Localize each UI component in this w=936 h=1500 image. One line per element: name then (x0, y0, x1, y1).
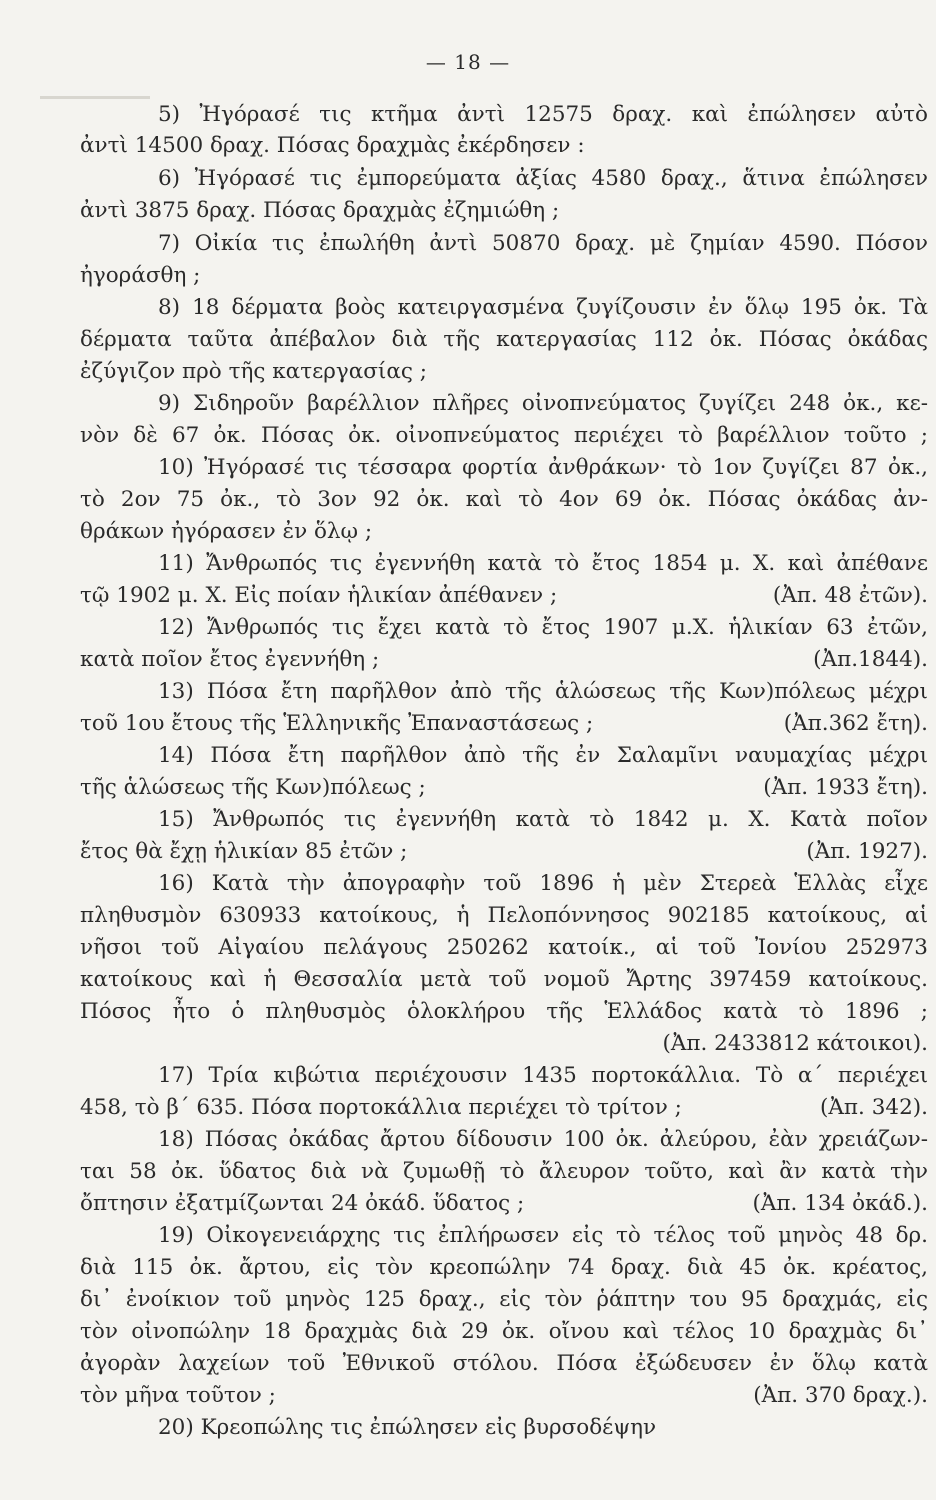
problem-15-line-1: 15) Ἄνθρωπός τις ἐγεννήθη κατὰ τὸ 1842 μ. Χ. Κατὰ ποῖον (158, 807, 928, 832)
problem-7-line-2: ἠγοράσθη ; (80, 263, 201, 288)
problem-13-answer: (Ἀπ.362 ἔτη). (783, 711, 928, 736)
page-number: — 18 — (425, 50, 511, 74)
problem-14-answer: (Ἀπ. 1933 ἔτη). (763, 775, 928, 800)
problem-16-line-3: νῆσοι τοῦ Αἰγαίου πελάγους 250262 κατοίκ., αἱ τοῦ Ἰονίου 252973 (80, 935, 928, 960)
problem-20-line-1: 20) Κρεοπώλης τις ἐπώλησεν εἰς βυρσοδέψην (158, 1415, 657, 1440)
problem-16-line-1: 16) Κατὰ τὴν ἀπογραφὴν τοῦ 1896 ἡ μὲν Στερεὰ Ἑλλὰς εἶχε (158, 871, 928, 896)
problem-19-text: τὸν μῆνα τοῦτον ; (80, 1383, 276, 1408)
paper-mark (40, 96, 150, 99)
problem-19-answer: (Ἀπ. 370 δραχ.). (753, 1383, 928, 1408)
problem-10-line-3: θράκων ἠγόρασεν ἐν ὅλῳ ; (80, 519, 373, 544)
problem-12-answer: (Ἀπ.1844). (813, 647, 928, 672)
problem-13-line-2 (80, 709, 928, 739)
problem-8-line-2: δέρματα ταῦτα ἀπέβαλον διὰ τῆς κατεργασίας 112 ὀκ. Πόσας ὀκάδας (80, 327, 928, 352)
problem-11-line-2 (80, 581, 928, 611)
problem-16-line-4: κατοίκους καὶ ἡ Θεσσαλία μετὰ τοῦ νομοῦ Ἄρτης 397459 κατοίκους. (80, 967, 928, 992)
problem-18-line-3 (80, 1189, 928, 1219)
problem-10-line-2: τὸ 2ον 75 ὀκ., τὸ 3ον 92 ὀκ. καὶ τὸ 4ον 69 ὀκ. Πόσας ὀκάδας ἀν- (80, 487, 928, 512)
problem-6-line-1: 6) Ἠγόρασέ τις ἐμπορεύματα ἀξίας 4580 δραχ., ἅτινα ἐπώλησεν (158, 166, 928, 191)
problem-10-line-1: 10) Ἠγόρασέ τις τέσσαρα φορτία ἀνθράκων· τὸ 1ον ζυγίζει 87 ὀκ., (158, 455, 928, 480)
problem-14-line-2 (80, 773, 928, 803)
problem-14-line-1: 14) Πόσα ἔτη παρῆλθον ἀπὸ τῆς ἐν Σαλαμῖνι ναυμαχίας μέχρι (158, 743, 928, 768)
problem-18-answer: (Ἀπ. 134 ὀκάδ.). (752, 1191, 928, 1216)
problem-12-line-2 (80, 645, 928, 675)
problem-12-line-1: 12) Ἄνθρωπός τις ἔχει κατὰ τὸ ἔτος 1907 μ.Χ. ἡλικίαν 63 ἐτῶν, (158, 615, 928, 640)
problem-17-answer: (Ἀπ. 342). (820, 1095, 928, 1120)
problem-19-line-1: 19) Οἰκογενειάρχης τις ἐπλήρωσεν εἰς τὸ τέλος τοῦ μηνὸς 48 δρ. (158, 1223, 928, 1248)
problem-18-text: ὄπτησιν ἐξατμίζωνται 24 ὀκάδ. ὕδατος ; (80, 1191, 525, 1216)
problem-18-line-1: 18) Πόσας ὀκάδας ἄρτου δίδουσιν 100 ὀκ. ἀλεύρου, ἐὰν χρειάζων- (158, 1127, 928, 1152)
problem-19-line-6 (80, 1381, 928, 1411)
problem-6-line-2: ἀντὶ 3875 δραχ. Πόσας δραχμὰς ἐζημιώθη ; (80, 198, 560, 223)
problem-19-line-5: ἀγορὰν λαχείων τοῦ Ἐθνικοῦ στόλου. Πόσα ἐξώδευσεν ἐν ὅλῳ κατὰ (80, 1351, 928, 1376)
problem-13-text: τοῦ 1ου ἔτους τῆς Ἑλληνικῆς Ἐπαναστάσεως ; (80, 711, 594, 736)
problem-17-line-2 (80, 1093, 928, 1123)
problem-12-text: κατὰ ποῖον ἔτος ἐγεννήθη ; (80, 647, 380, 672)
problem-19-line-4: τὸν οἰνοπώλην 18 δραχμὰς διὰ 29 ὀκ. οἴνου καὶ τέλος 10 δραχμὰς δι᾿ (80, 1319, 928, 1344)
problem-16-line-5: Πόσος ἦτο ὁ πληθυσμὸς ὁλοκλήρου τῆς Ἑλλάδος κατὰ τὸ 1896 ; (80, 999, 928, 1024)
problem-7-line-1: 7) Οἰκία τις ἐπωλήθη ἀντὶ 50870 δραχ. μὲ ζημίαν 4590. Πόσον (158, 231, 928, 256)
problem-5-line-1: 5) Ἠγόρασέ τις κτῆμα ἀντὶ 12575 δραχ. καὶ ἐπώλησεν αὐτὸ (158, 102, 928, 127)
problem-14-text: τῆς ἁλώσεως τῆς Κων)πόλεως ; (80, 775, 426, 800)
problem-11-line-1: 11) Ἄνθρωπός τις ἐγεννήθη κατὰ τὸ ἔτος 1854 μ. Χ. καὶ ἀπέθανε (158, 551, 928, 576)
problem-18-line-2: ται 58 ὀκ. ὕδατος διὰ νὰ ζυμωθῇ τὸ ἄλευρον τοῦτο, καὶ ἂν κατὰ τὴν (80, 1159, 928, 1184)
problem-5-line-2: ἀντὶ 14500 δραχ. Πόσας δραχμὰς ἐκέρδησεν : (80, 133, 585, 158)
problem-19-line-3: δι᾿ ἐνοίκιον τοῦ μηνὸς 125 δραχ., εἰς τὸν ῥάπτην του 95 δραχμάς, εἰς (80, 1287, 928, 1312)
problem-16-line-2: πληθυσμὸν 630933 κατοίκους, ἡ Πελοπόννησος 902185 κατοίκους, αἱ (80, 903, 928, 928)
problem-9-line-2: νὸν δὲ 67 ὀκ. Πόσας ὀκ. οἰνοπνεύματος περιέχει τὸ βαρέλλιον τοῦτο ; (80, 423, 928, 448)
problem-9-line-1: 9) Σιδηροῦν βαρέλλιον πλῆρες οἰνοπνεύματος ζυγίζει 248 ὀκ., κε- (158, 391, 928, 416)
problem-17-line-1: 17) Τρία κιβώτια περιέχουσιν 1435 πορτοκάλλια. Τὸ α΄ περιέχει (158, 1063, 928, 1088)
problem-15-text: ἔτος θὰ ἔχῃ ἡλικίαν 85 ἐτῶν ; (80, 839, 408, 864)
problem-8-line-3: ἐζύγιζον πρὸ τῆς κατεργασίας ; (80, 359, 427, 384)
problem-16-answer: (Ἀπ. 2433812 κάτοικοι). (662, 1031, 928, 1056)
problem-8-line-1: 8) 18 δέρματα βοὸς κατειργασμένα ζυγίζουσιν ἐν ὅλῳ 195 ὀκ. Τὰ (158, 295, 928, 320)
problem-11-answer: (Ἀπ. 48 ἐτῶν). (772, 583, 928, 608)
problem-13-line-1: 13) Πόσα ἔτη παρῆλθον ἀπὸ τῆς ἁλώσεως τῆς Κων)πόλεως μέχρι (158, 679, 928, 704)
problem-15-answer: (Ἀπ. 1927). (806, 839, 928, 864)
problem-15-line-2 (80, 837, 928, 867)
problem-19-line-2: διὰ 115 ὀκ. ἄρτου, εἰς τὸν κρεοπώλην 74 δραχ. διὰ 45 ὀκ. κρέατος, (80, 1255, 928, 1280)
problem-11-text: τῷ 1902 μ. Χ. Εἰς ποίαν ἡλικίαν ἀπέθανεν ; (80, 583, 558, 608)
problem-17-text: 458, τὸ β΄ 635. Πόσα πορτοκάλλια περιέχει τὸ τρίτον ; (80, 1095, 682, 1120)
